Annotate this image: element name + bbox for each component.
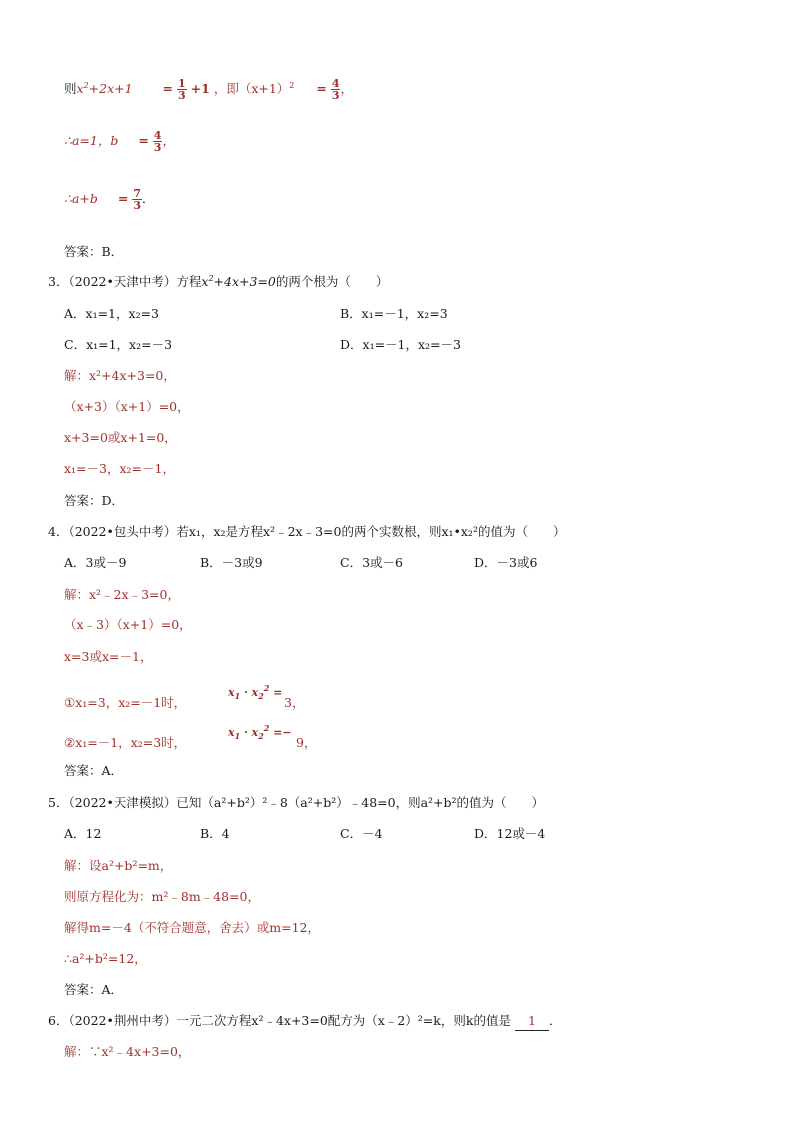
plus-one: +1 (190, 81, 210, 96)
solution-line: 解：∵x²﹣4x+3=0， (64, 1044, 191, 1059)
answer-line: 答案：D． (64, 493, 125, 508)
solution-line: 解：x²+4x+3=0， (64, 368, 176, 383)
answer-line: 答案：A． (64, 763, 124, 778)
case-2-text: ②x₁=－1，x₂=3时， (64, 735, 187, 750)
option-d: D．－3或6 (474, 555, 538, 570)
answer-line: 答案：B． (64, 244, 124, 259)
text-prefix: ∴a=1，b (64, 133, 119, 148)
option-a: A．3或－9 (64, 555, 127, 570)
question-4-stem: 4．（2022•包头中考）若x₁，x₂是方程x²﹣2x﹣3=0的两个实数根，则x₁•x₂²的值为（ ） (48, 524, 566, 539)
equals-sign: = (138, 133, 149, 148)
case-1-line (64, 683, 305, 720)
option-c: C．x₁=1，x₂=－3 (64, 337, 173, 352)
text-prefix: 则 (64, 81, 77, 96)
option-c: C．－4 (340, 826, 383, 841)
solution-line-3: ∴a+b = $\frac{7}{3}$ ． (64, 187, 155, 212)
option-d: D．12或－4 (474, 826, 546, 841)
question-3-stem: 3．（2022•天津中考）方程$x^2+4x+3=0$的两个根为（ ） (48, 274, 389, 289)
math-expr: $x^2+2x+1$ (76, 81, 133, 96)
question-6-stem: 6．（2022•荆州中考）一元二次方程x²﹣4x+3=0配方为（x﹣2）²=k，则k的值是 1 ． (48, 1012, 561, 1031)
fraction-4-3: $\frac{4}{3}$ (153, 129, 162, 154)
solution-line: x₁=－3，x₂=－1， (64, 461, 175, 476)
case-2-value: 9， (296, 735, 317, 750)
question-5-stem: 5．（2022•天津模拟）已知（a²+b²）²﹣8（a²+b²）﹣48=0，则a²+b²的值为（ ） (48, 795, 545, 810)
fraction-1-3: $\frac{1}{3}$ (178, 77, 186, 102)
solution-line-2: ∴a=1，b = $\frac{4}{3}$ ， (64, 129, 175, 154)
solution-line: x+3=0或x+1=0， (64, 430, 177, 445)
solution-line: （x﹣3）（x+1）=0， (64, 617, 192, 632)
fraction-4-3: $\frac{4}{3}$ (331, 77, 340, 102)
case-1-value: 3， (284, 695, 305, 710)
solution-line: 解：x²﹣2x﹣3=0， (64, 587, 180, 602)
option-a: A．12 (64, 826, 102, 841)
solution-line: 解得m=－4（不符合题意，舍去）或m=12， (64, 920, 321, 935)
option-b: B．4 (200, 826, 230, 841)
answer-blank: 1 (515, 1012, 549, 1031)
option-d: D．x₁=－1，x₂=－3 (340, 337, 461, 352)
fraction-7-3: $\frac{7}{3}$ (133, 187, 141, 212)
equals-sign: = (316, 81, 327, 96)
solution-line: x=3或x=－1， (64, 649, 153, 664)
equals-sign: = (117, 191, 129, 206)
product-expr: $x_1 \cdot x_2^2$ =− (228, 723, 292, 741)
option-b: B．－3或9 (200, 555, 263, 570)
product-expr: $x_1 \cdot x_2^2$ = (228, 683, 283, 701)
text-prefix: ∴a+b (64, 191, 98, 206)
option-a: A．x₁=1，x₂=3 (64, 306, 160, 321)
solution-line: ∴a²+b²=12， (64, 951, 147, 966)
text-mid: ，即（x+1） (213, 81, 290, 96)
solution-line: （x+3）（x+1）=0， (64, 399, 190, 414)
option-b: B．x₁=－1，x₂=3 (340, 306, 448, 321)
option-c: C．3或－6 (340, 555, 403, 570)
case-1-text: ①x₁=3，x₂=－1时， (64, 695, 187, 710)
equals-sign: = (162, 81, 174, 96)
answer-line: 答案：A． (64, 982, 124, 997)
solution-line-1: 则$x^2+2x+1$ = $\frac{1}{3}$ +1 ，即$(x+1)^2$ = $\frac{4}{3}$ ， (64, 77, 353, 102)
solution-line: 解：设a²+b²=m， (64, 858, 173, 873)
case-2-line (64, 723, 317, 760)
solution-line: 则原方程化为：m²﹣8m﹣48=0， (64, 889, 261, 904)
